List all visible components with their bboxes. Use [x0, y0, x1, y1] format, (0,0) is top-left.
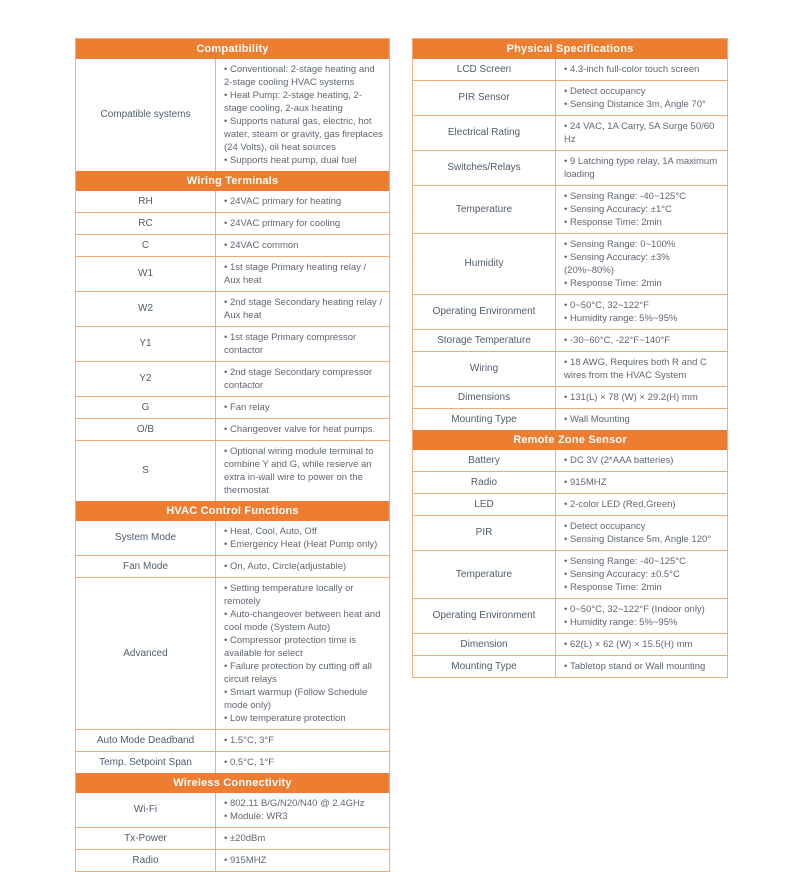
spec-value-bullet: • Wall Mounting — [564, 413, 721, 426]
spec-value — [216, 292, 389, 326]
spec-value-bullet: • Setting temperature locally or remotely — [224, 582, 383, 608]
section-hvac-control-functions — [76, 501, 389, 773]
spec-row-w2 — [76, 292, 389, 327]
spec-value — [216, 850, 389, 871]
spec-label: RC — [76, 213, 216, 234]
spec-value-bullet: • Sensing Range: -40~125°C — [564, 190, 721, 203]
spec-label: Battery — [413, 450, 556, 471]
spec-value — [216, 828, 389, 849]
spec-value — [556, 295, 727, 329]
spec-label: PIR Sensor — [413, 81, 556, 115]
spec-label: Storage Temperature — [413, 330, 556, 351]
spec-row-w1 — [76, 257, 389, 292]
spec-value-bullet: • 9 Latching type relay, 1A maximum loading — [564, 155, 721, 181]
spec-value — [216, 191, 389, 212]
spec-value-bullet: • ±20dBm — [224, 832, 383, 845]
spec-row-rc — [76, 213, 389, 235]
spec-row-temperature — [413, 551, 727, 599]
spec-row-rh — [76, 191, 389, 213]
spec-value-bullet: • 24 VAC, 1A Carry, 5A Surge 50/60 Hz — [564, 120, 721, 146]
spec-label: Humidity — [413, 234, 556, 294]
spec-label: Switches/Relays — [413, 151, 556, 185]
spec-row-radio — [76, 850, 389, 871]
spec-value — [216, 793, 389, 827]
spec-value — [216, 213, 389, 234]
spec-row-compatible-systems — [76, 59, 389, 171]
spec-label: Auto Mode Deadband — [76, 730, 216, 751]
spec-row-led — [413, 494, 727, 516]
spec-value-bullet: • Humidity range: 5%~95% — [564, 616, 721, 629]
spec-row-mounting-type — [413, 656, 727, 677]
spec-value-bullet: • Sensing Accuracy: ±0.5°C — [564, 568, 721, 581]
spec-value-bullet: • Heat, Cool, Auto, Off — [224, 525, 383, 538]
section-header-wiring-terminals: Wiring Terminals — [76, 171, 389, 191]
spec-value — [216, 257, 389, 291]
spec-value-bullet: • 24VAC common — [224, 239, 383, 252]
spec-row-y1 — [76, 327, 389, 362]
spec-value-bullet: • Humidity range: 5%~95% — [564, 312, 721, 325]
section-physical-specifications — [413, 39, 727, 430]
spec-value-bullet: • 24VAC primary for cooling — [224, 217, 383, 230]
spec-row-switches-relays — [413, 151, 727, 186]
spec-value-bullet: • 802.11 B/G/N20/N40 @ 2.4GHz — [224, 797, 383, 810]
spec-label: Compatible systems — [76, 59, 216, 171]
spec-value — [556, 234, 727, 294]
spec-row-radio — [413, 472, 727, 494]
spec-value — [556, 330, 727, 351]
spec-row-wi-fi — [76, 793, 389, 828]
spec-value-bullet: • Low temperature protection — [224, 712, 383, 725]
spec-value-bullet: • 2nd stage Secondary heating relay / Aux heat — [224, 296, 383, 322]
spec-label: S — [76, 441, 216, 501]
spec-label: PIR — [413, 516, 556, 550]
section-compatibility — [76, 39, 389, 171]
spec-row-fan-mode — [76, 556, 389, 578]
spec-value-bullet: • Sensing Range: 0~100% — [564, 238, 721, 251]
spec-value-bullet: • Compressor protection time is available for select — [224, 634, 383, 660]
spec-value-bullet: • Supports heat pump, dual fuel — [224, 154, 383, 167]
spec-row-humidity — [413, 234, 727, 295]
spec-label: Electrical Rating — [413, 116, 556, 150]
spec-label: O/B — [76, 419, 216, 440]
spec-row-pir-sensor — [413, 81, 727, 116]
spec-value — [216, 362, 389, 396]
spec-value — [216, 752, 389, 773]
spec-value-bullet: • Failure protection by cutting off all circuit relays — [224, 660, 383, 686]
spec-value — [556, 151, 727, 185]
spec-value-bullet: • Sensing Distance 3m, Angle 70° — [564, 98, 721, 111]
spec-label: Temperature — [413, 186, 556, 233]
spec-value-bullet: • Heat Pump: 2-stage heating, 2-stage cooling, 2-aux heating — [224, 89, 383, 115]
spec-value — [556, 472, 727, 493]
spec-value — [556, 656, 727, 677]
spec-value-bullet: • 1.5°C, 3°F — [224, 734, 383, 747]
spec-row-tx-power — [76, 828, 389, 850]
spec-label: Operating Environment — [413, 295, 556, 329]
spec-value — [556, 494, 727, 515]
spec-row-system-mode — [76, 521, 389, 556]
spec-value — [556, 450, 727, 471]
spec-value-bullet: • On, Auto, Circle(adjustable) — [224, 560, 383, 573]
spec-value — [216, 730, 389, 751]
spec-label: Radio — [76, 850, 216, 871]
spec-value-bullet: • DC 3V (2*AAA batteries) — [564, 454, 721, 467]
spec-value — [216, 59, 389, 171]
spec-label: Dimensions — [413, 387, 556, 408]
spec-value — [216, 327, 389, 361]
spec-value-bullet: • Auto-changeover between heat and cool mode (System Auto) — [224, 608, 383, 634]
spec-value — [556, 186, 727, 233]
spec-value — [216, 441, 389, 501]
spec-value-bullet: • 1st stage Primary compressor contactor — [224, 331, 383, 357]
spec-row-battery — [413, 450, 727, 472]
section-header-hvac-control-functions: HVAC Control Functions — [76, 501, 389, 521]
spec-label: Wiring — [413, 352, 556, 386]
spec-value-bullet: • Smart warmup (Follow Schedule mode only) — [224, 686, 383, 712]
spec-value-bullet: • 131(L) × 78 (W) × 29.2(H) mm — [564, 391, 721, 404]
spec-column-left — [75, 38, 390, 872]
spec-value — [556, 81, 727, 115]
spec-value-bullet: • 18 AWG, Requires both R and C wires from the HVAC System — [564, 356, 721, 382]
spec-label: Tx-Power — [76, 828, 216, 849]
spec-value-bullet: • 915MHZ — [224, 854, 383, 867]
spec-label: Operating Environment — [413, 599, 556, 633]
spec-value — [216, 419, 389, 440]
spec-value-bullet: • Optional wiring module terminal to combine Y and G, while reserve an extra in-wall wire to power on the thermostat — [224, 445, 383, 497]
section-wireless-connectivity — [76, 773, 389, 871]
spec-row-operating-environment — [413, 599, 727, 634]
spec-value-bullet: • Detect occupancy — [564, 85, 721, 98]
spec-value-bullet: • Tabletop stand or Wall mounting — [564, 660, 721, 673]
spec-value-bullet: • Detect occupancy — [564, 520, 721, 533]
spec-value-bullet: • Supports natural gas, electric, hot water, steam or gravity, gas fireplaces (24 Volts), oil heat sources — [224, 115, 383, 154]
spec-label: C — [76, 235, 216, 256]
spec-value-bullet: • Response Time: 2min — [564, 581, 721, 594]
spec-value-bullet: • Emergency Heat (Heat Pump only) — [224, 538, 383, 551]
spec-row-y2 — [76, 362, 389, 397]
spec-value-bullet: • Response Time: 2min — [564, 216, 721, 229]
section-remote-zone-sensor — [413, 430, 727, 677]
spec-value-bullet: • 24VAC primary for heating — [224, 195, 383, 208]
spec-label: G — [76, 397, 216, 418]
spec-label: System Mode — [76, 521, 216, 555]
section-header-compatibility: Compatibility — [76, 39, 389, 59]
spec-value-bullet: • 62(L) × 62 (W) × 15.5(H) mm — [564, 638, 721, 651]
spec-value — [216, 235, 389, 256]
spec-label: Temperature — [413, 551, 556, 598]
spec-row-auto-mode-deadband — [76, 730, 389, 752]
spec-row-c — [76, 235, 389, 257]
spec-row-dimensions — [413, 387, 727, 409]
spec-value — [216, 556, 389, 577]
spec-label: Wi-Fi — [76, 793, 216, 827]
spec-value — [556, 599, 727, 633]
spec-value — [556, 551, 727, 598]
spec-value — [216, 521, 389, 555]
spec-value-bullet: • -30~60°C, -22°F~140°F — [564, 334, 721, 347]
spec-label: LED — [413, 494, 556, 515]
spec-row-pir — [413, 516, 727, 551]
spec-column-right — [412, 38, 728, 678]
spec-value-bullet: • Conventional: 2-stage heating and 2-stage cooling HVAC systems — [224, 63, 383, 89]
spec-value-bullet: • Fan relay — [224, 401, 383, 414]
spec-row-temperature — [413, 186, 727, 234]
spec-row-dimension — [413, 634, 727, 656]
spec-value — [556, 116, 727, 150]
section-header-physical-specifications: Physical Specifications — [413, 39, 727, 59]
spec-value-bullet: • 0~50°C, 32~122°F (Indoor only) — [564, 603, 721, 616]
spec-value-bullet: • 0.5°C, 1°F — [224, 756, 383, 769]
spec-value-bullet: • 4.3-inch full-color touch screen — [564, 63, 721, 76]
spec-row-lcd-screen — [413, 59, 727, 81]
spec-label: Y1 — [76, 327, 216, 361]
spec-row-wiring — [413, 352, 727, 387]
spec-value — [556, 352, 727, 386]
spec-label: Fan Mode — [76, 556, 216, 577]
spec-value — [556, 409, 727, 430]
spec-value-bullet: • 1st stage Primary heating relay / Aux heat — [224, 261, 383, 287]
spec-value — [556, 634, 727, 655]
spec-label: Mounting Type — [413, 656, 556, 677]
spec-value-bullet: • Module: WR3 — [224, 810, 383, 823]
spec-row-temp-setpoint-span — [76, 752, 389, 773]
spec-value — [556, 59, 727, 80]
spec-value-bullet: • 2nd stage Secondary compressor contactor — [224, 366, 383, 392]
spec-row-o-b — [76, 419, 389, 441]
spec-label: Advanced — [76, 578, 216, 729]
spec-label: Temp. Setpoint Span — [76, 752, 216, 773]
section-wiring-terminals — [76, 171, 389, 501]
spec-label: RH — [76, 191, 216, 212]
spec-label: W1 — [76, 257, 216, 291]
spec-row-mounting-type — [413, 409, 727, 430]
spec-value-bullet: • Sensing Accuracy: ±3% (20%~80%) — [564, 251, 721, 277]
spec-value — [216, 397, 389, 418]
spec-value — [556, 387, 727, 408]
section-header-remote-zone-sensor: Remote Zone Sensor — [413, 430, 727, 450]
spec-row-operating-environment — [413, 295, 727, 330]
spec-value — [216, 578, 389, 729]
spec-label: Mounting Type — [413, 409, 556, 430]
spec-label: Radio — [413, 472, 556, 493]
spec-row-advanced — [76, 578, 389, 730]
section-header-wireless-connectivity: Wireless Connectivity — [76, 773, 389, 793]
spec-label: W2 — [76, 292, 216, 326]
spec-row-s — [76, 441, 389, 501]
spec-value-bullet: • 0~50°C, 32~122°F — [564, 299, 721, 312]
spec-value-bullet: • 915MHZ — [564, 476, 721, 489]
spec-value-bullet: • Sensing Accuracy: ±1°C — [564, 203, 721, 216]
spec-value-bullet: • Sensing Range: -40~125°C — [564, 555, 721, 568]
spec-value-bullet: • Changeover valve for heat pumps. — [224, 423, 383, 436]
spec-value-bullet: • 2-color LED (Red,Green) — [564, 498, 721, 511]
spec-value-bullet: • Sensing Distance 5m, Angle 120° — [564, 533, 721, 546]
spec-row-storage-temperature — [413, 330, 727, 352]
spec-value-bullet: • Response Time: 2min — [564, 277, 721, 290]
spec-row-electrical-rating — [413, 116, 727, 151]
spec-label: Y2 — [76, 362, 216, 396]
spec-label: Dimension — [413, 634, 556, 655]
spec-value — [556, 516, 727, 550]
spec-row-g — [76, 397, 389, 419]
spec-label: LCD Screen — [413, 59, 556, 80]
